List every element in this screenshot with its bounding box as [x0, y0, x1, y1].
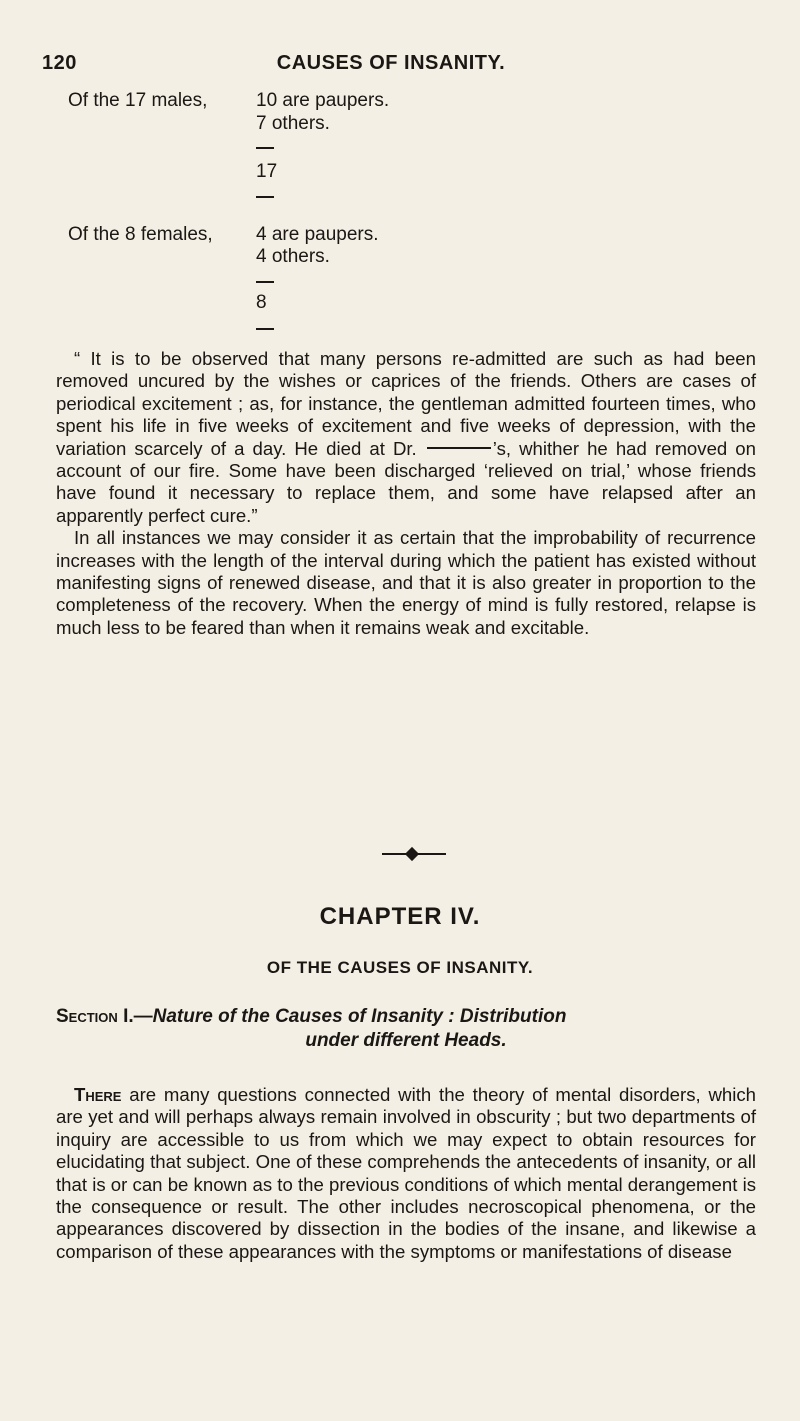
opening-paragraph — [56, 1084, 756, 1263]
table-rule — [256, 328, 274, 330]
section-heading: Section I.—Nature of the Causes of Insanity : Distribution under different Heads. — [56, 1005, 756, 1053]
section-label: Section I. — [56, 1006, 134, 1027]
males-paupers: 10 are paupers. — [256, 90, 390, 111]
body-paragraph: In all instances we may consider it as certain that the improbability of recurrence increases with the length of the interval during which the patient has existed without manifesting signs of renewed disease, and that it is also greater in proportion to the completeness of the recovery. When the energy of mind is fully restored, relapse is much less to be feared than when it remains weak and excitable. — [56, 527, 756, 638]
females-others: 4 others. — [256, 246, 330, 267]
page-header — [42, 52, 740, 82]
table-rule — [256, 281, 274, 283]
opening-text: are many questions connected with the theory of mental disorders, which are yet and will perhaps always remain involved in obscurity ; but two departments of inquiry are accessible to us from which we may expect to obtain resources for elucidating that subject. One of these comprehends the antecedents of insanity, or all that is or can be known as to the previous conditions of which mental derangement is the consequence or result. The other includes necroscopical phenomena, or the appearances discovered by dissection in the bodies of the insane, and likewise a comparison of these appearances with the symptoms or manifestations of disease — [56, 1084, 756, 1262]
name-blank — [427, 447, 491, 449]
opening-first-word: There — [74, 1084, 122, 1105]
females-label: Of the 8 females, — [68, 224, 213, 245]
females-total: 8 — [256, 292, 267, 313]
divider-ornament — [405, 847, 419, 861]
quote-paragraph — [56, 348, 756, 527]
quote-block — [56, 348, 756, 639]
section-title-line2: under different Heads. — [305, 1030, 507, 1051]
table-rule — [256, 196, 274, 198]
running-head: CAUSES OF INSANITY. — [276, 52, 506, 74]
chapter-subtitle: OF THE CAUSES OF INSANITY. — [266, 958, 534, 977]
males-others: 7 others. — [256, 113, 330, 134]
table-rule — [256, 147, 274, 149]
page-number: 120 — [42, 52, 77, 74]
quote-part-1: “ It is to be observed that many persons re-admitted are such as had been removed uncured by the wishes or caprices of the friends. Others are cases of periodical excitement ; as, for instance, the gentleman admitted fourteen times, who spent his life in five weeks of excitement and five weeks of depression, with the variation scarcely of a day. He died at Dr. — [56, 348, 756, 459]
quote-part-2: ’s, whither he had removed on account of our fire. Some have been discharged ‘relieved on trial,’ whose friends have found it necessary to replace them, and some have relapsed after an apparently perfect cure.” — [56, 437, 756, 526]
females-paupers: 4 are paupers. — [256, 224, 379, 245]
section-title-line1: Nature of the Causes of Insanity : Distribution — [152, 1006, 567, 1027]
males-label: Of the 17 males, — [68, 90, 208, 111]
chapter-title: CHAPTER IV. — [319, 903, 481, 930]
males-total: 17 — [256, 161, 278, 182]
